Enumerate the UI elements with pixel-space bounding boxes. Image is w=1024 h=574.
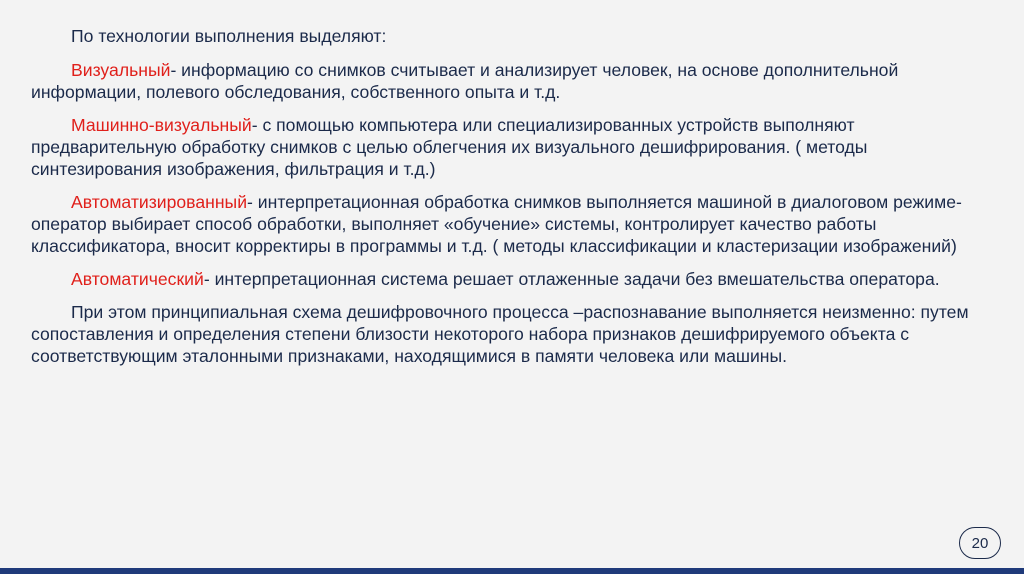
- item-automated: [31, 191, 991, 257]
- slide-content: [31, 25, 991, 378]
- item-machine-visual: [31, 114, 991, 180]
- item-automated-text: - интерпретационная обработка снимков выполняется машиной в диалоговом режиме- оператор выбирает способ обработки, выполняет «обучение» системы, контролирует качество работы классификатора, вносит корректиры в программы и т.д. ( методы классификации и кластеризации изображений): [31, 192, 962, 256]
- item-automatic: [31, 268, 991, 290]
- item-machine-visual-text: - с помощью компьютера или специализированных устройств выполняют предварительную обработку снимков с целью облегчения их визуального дешифрирования. ( методы синтезирования изображения, фильтрация и т.д.): [31, 115, 868, 179]
- item-visual-text: - информацию со снимков считывает и анализирует человек, на основе дополнительной информации, полевого обследования, собственного опыта и т.д.: [31, 60, 899, 102]
- intro-paragraph: По технологии выполнения выделяют:: [71, 26, 387, 46]
- item-automatic-text: - интерпретационная система решает отлаженные задачи без вмешательства оператора.: [203, 269, 940, 289]
- bottom-accent-bar: [0, 568, 1024, 574]
- item-visual-term: Визуальный: [71, 60, 171, 80]
- item-automatic-term: Автоматический: [71, 269, 204, 289]
- page-number: 20: [971, 534, 989, 552]
- item-machine-visual-term: Машинно-визуальный: [71, 115, 252, 135]
- page-number-badge: [959, 527, 1001, 559]
- conclusion-paragraph: При этом принципиальная схема дешифровочного процесса –распознавание выполняется неизменно: путем сопоставления и определения степени близости некоторого набора признаков дешифрируемого объекта с соответствующим эталонными признаками, находящимися в памяти человека или машины.: [31, 302, 969, 366]
- item-visual: [31, 59, 991, 103]
- item-automated-term: Автоматизированный: [71, 192, 248, 212]
